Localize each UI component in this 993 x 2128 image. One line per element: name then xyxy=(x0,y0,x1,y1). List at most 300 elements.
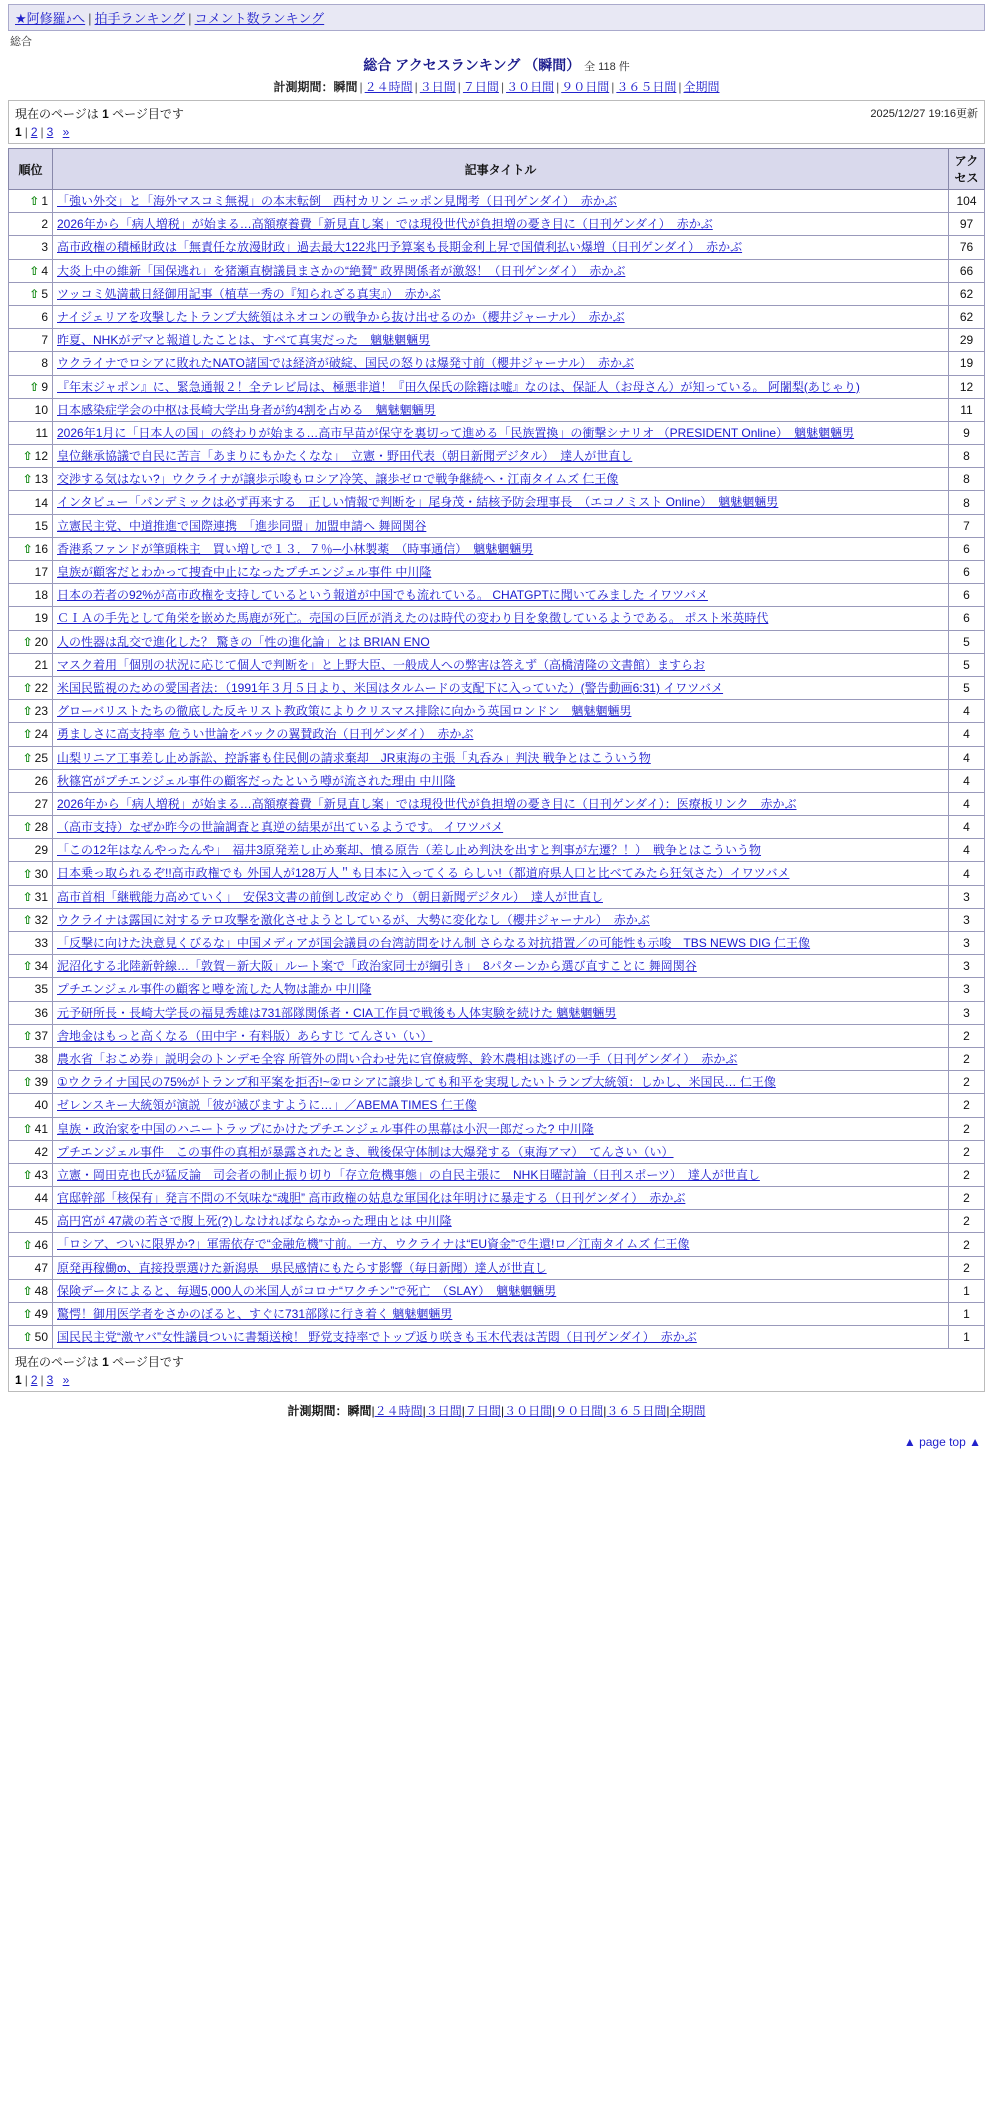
period-24h-bottom[interactable]: ２４時間 xyxy=(374,1404,423,1419)
current-page-pre: 現在のページは xyxy=(15,107,99,121)
rank-number: 7 xyxy=(41,333,48,348)
rank-number-cell xyxy=(9,514,53,537)
table-row xyxy=(9,1187,985,1210)
access-count-cell: 2 xyxy=(949,1047,985,1070)
access-count-cell: 2 xyxy=(949,1233,985,1256)
rank-number-cell xyxy=(9,885,53,908)
page-root xyxy=(0,4,993,1449)
rank-number: 17 xyxy=(34,565,48,580)
rank-number: 48 xyxy=(34,1283,48,1298)
article-title-link[interactable]: ウクライナは露国に対するテロ攻撃を激化させようとしているが、大勢に変化なし（櫻井ジャーナル） 赤かぶ xyxy=(57,912,650,927)
rank-number: 31 xyxy=(34,889,48,904)
rank-up-arrow-icon: ⇧ xyxy=(22,1237,33,1252)
period-sep-t6: | xyxy=(678,80,682,94)
article-title-link[interactable]: 皇族・政治家を中国のハニートラップにかけたプチエンジェル事件の黒幕は小沢一郎だった? 中川隆 xyxy=(57,1121,594,1136)
access-count-cell: 3 xyxy=(949,908,985,931)
table-row xyxy=(9,1024,985,1047)
article-title-cell xyxy=(53,1303,949,1326)
rank-up-arrow-icon: ⇧ xyxy=(22,704,33,719)
table-row xyxy=(9,1233,985,1256)
rank-up-arrow-icon: ⇧ xyxy=(22,1307,33,1322)
article-title-link[interactable]: 米国民監視のための愛国者法：（1991年３月５日より、米国はタルムードの支配下に入っていた）(警告動画6:31) イワツバメ xyxy=(57,680,724,695)
rank-up-arrow-icon: ⇧ xyxy=(29,286,40,301)
article-title-cell xyxy=(53,537,949,560)
article-title-cell xyxy=(53,792,949,815)
rank-number: 11 xyxy=(35,425,48,440)
access-count-cell: 7 xyxy=(949,514,985,537)
rank-number: 12 xyxy=(34,449,48,464)
period-365d-top[interactable]: ３６５日間 xyxy=(616,80,677,94)
article-title-link[interactable]: ①ウクライナ国民の75%がトランプ和平案を拒否!~②ロシアに譲歩しても和平を実現したいトランプ大統領：しかし、米国民… 仁王像 xyxy=(57,1075,776,1090)
access-count-cell: 2 xyxy=(949,1163,985,1186)
rank-number: 22 xyxy=(34,681,48,696)
rank-number: 18 xyxy=(34,588,48,603)
last-updated: 2025/12/27 19:16更新 xyxy=(870,108,978,120)
article-title-link[interactable]: インタビュー「パンデミックは必ず再来する 正しい情報で判断を」尾身茂・結核予防会理事長 （エコノミスト Online） 魑魅魍魎男 xyxy=(57,495,779,510)
rank-up-arrow-icon: ⇧ xyxy=(22,866,33,881)
table-row xyxy=(9,978,985,1001)
article-title-link[interactable]: 大炎上中の維新「国保逃れ」を猪瀬直樹議員まさかの“絶賛” 政界関係者が激怒！（日刊ゲンダイ） 赤かぶ xyxy=(57,263,626,278)
rank-number: 32 xyxy=(34,912,48,927)
article-title-cell xyxy=(53,746,949,769)
table-row xyxy=(9,1279,985,1302)
rank-number: 27 xyxy=(34,796,48,811)
article-title-link[interactable]: 立憲民主党、中道推進で国際連携 「進歩同盟」加盟申請へ 舞岡関谷 xyxy=(57,518,427,533)
article-title-cell xyxy=(53,491,949,514)
period-selector-top xyxy=(8,78,985,95)
rank-number: 50 xyxy=(34,1330,48,1345)
article-title-link[interactable]: 昨夏、NHKがデマと報道したことは、すべて真実だった 魑魅魍魎男 xyxy=(57,333,431,348)
rank-number-cell xyxy=(9,816,53,839)
access-count-cell: 97 xyxy=(949,213,985,236)
access-count-cell: 104 xyxy=(949,190,985,213)
page-next-link-top[interactable]: » xyxy=(62,125,70,139)
rank-up-arrow-icon: ⇧ xyxy=(22,1028,33,1043)
table-row xyxy=(9,421,985,444)
rank-number-cell xyxy=(9,491,53,514)
article-title-cell xyxy=(53,305,949,328)
period-sep-t0: | xyxy=(359,80,363,94)
article-title-cell xyxy=(53,908,949,931)
article-title-link[interactable]: 「反撃に向けた決意見くびるな」中国メディアが国会議員の台湾訪問をけん制 さらなる対抗措置／の可能性も示唆 TBS NEWS DIG 仁王像 xyxy=(57,936,811,950)
rank-number-cell xyxy=(9,282,53,305)
rank-number-cell xyxy=(9,1326,53,1349)
access-count-cell: 11 xyxy=(949,398,985,421)
footer-current-page-pre: 現在のページは xyxy=(15,1355,99,1370)
rank-number: 13 xyxy=(34,472,48,487)
rank-up-arrow-icon: ⇧ xyxy=(22,449,33,464)
rank-number-cell xyxy=(9,561,53,584)
period-current-top: 瞬間 xyxy=(333,80,358,94)
article-title-cell xyxy=(53,1163,949,1186)
rank-number: 20 xyxy=(34,634,48,649)
nav-link-clap-ranking[interactable]: 拍手ランキング xyxy=(94,11,186,26)
table-row xyxy=(9,746,985,769)
access-count-cell: 12 xyxy=(949,375,985,398)
article-title-cell xyxy=(53,1326,949,1349)
access-count-cell: 2 xyxy=(949,1140,985,1163)
column-header-access: アクセス xyxy=(949,149,985,190)
table-row xyxy=(9,375,985,398)
article-title-link[interactable]: ゼレンスキー大統領が演説「彼が滅びますように…」／ABEMA TIMES 仁王像 xyxy=(57,1098,477,1113)
nav-link-comment-ranking[interactable]: コメント数ランキング xyxy=(194,11,325,26)
period-sep-b0: | xyxy=(371,1404,375,1419)
table-row xyxy=(9,1210,985,1233)
column-header-rank: 順位 xyxy=(9,149,53,190)
article-title-link[interactable]: プチエンジェル事件 この事件の真相が暴露されたとき、戦後保守体制は大爆発する（東海アマ） てんさい（い） xyxy=(57,1144,674,1159)
rank-number: 19 xyxy=(34,611,48,626)
article-title-link[interactable]: 「ロシア、ついに限界か?」軍需依存で“金融危機”寸前。一方、ウクライナは“EU資金”で生還!ロ／江南タイムズ 仁王像 xyxy=(57,1237,690,1252)
article-title-link[interactable]: 泥沼化する北陸新幹線…「敦賀－新大阪」ルート案で「政治家同士が綱引き」 8パターンから選び直すことに 舞岡関谷 xyxy=(57,959,697,974)
period-365d-bottom[interactable]: ３６５日間 xyxy=(606,1404,667,1419)
access-count-cell: 3 xyxy=(949,978,985,1001)
access-count-cell: 1 xyxy=(949,1326,985,1349)
current-page-number: 1 xyxy=(102,107,109,121)
access-count-cell: 4 xyxy=(949,862,985,885)
period-30d-bottom[interactable]: ３０日間 xyxy=(504,1404,553,1419)
rank-number-cell xyxy=(9,1001,53,1024)
rank-up-arrow-icon: ⇧ xyxy=(22,1075,33,1090)
rank-number: 41 xyxy=(34,1121,48,1136)
access-count-cell: 2 xyxy=(949,1256,985,1279)
article-title-cell xyxy=(53,236,949,259)
rank-number-cell xyxy=(9,607,53,630)
table-row xyxy=(9,955,985,978)
rank-number: 23 xyxy=(34,704,48,719)
article-title-cell xyxy=(53,421,949,444)
access-count-cell: 1 xyxy=(949,1279,985,1302)
table-row xyxy=(9,491,985,514)
access-count-cell: 2 xyxy=(949,1117,985,1140)
rank-number: 24 xyxy=(34,727,48,742)
page-top-link[interactable]: ▲ page top ▲ xyxy=(903,1435,981,1450)
rank-number: 1 xyxy=(41,194,48,209)
article-title-link[interactable]: 2026年から「病人増税」が始まる…高額療養費「新見直し案」では現役世代が負担増の憂き目に（日刊ゲンダイ）：医療板リンク 赤かぶ xyxy=(57,796,797,811)
rank-number: 44 xyxy=(34,1191,48,1206)
table-row xyxy=(9,653,985,676)
access-count-cell: 4 xyxy=(949,816,985,839)
article-title-link[interactable]: 日本乗っ取られるぞ!!高市政権でも 外国人が128万人＂も日本に入ってくる らしい!（都道府県人口と比べてみたら狂気さた）イワツバメ xyxy=(57,866,790,881)
rank-number: 35 xyxy=(34,982,48,997)
page-2-link-bottom[interactable]: 2 xyxy=(30,1373,38,1388)
article-title-link[interactable]: 2026年から「病人増税」が始まる…高額療養費「新見直し案」では現役世代が負担増の憂き目に（日刊ゲンダイ） 赤かぶ xyxy=(57,217,713,232)
article-title-cell xyxy=(53,190,949,213)
rank-up-arrow-icon: ⇧ xyxy=(22,681,33,696)
rank-up-arrow-icon: ⇧ xyxy=(22,889,33,904)
access-count-cell: 2 xyxy=(949,1071,985,1094)
page-sep-b3 xyxy=(53,1373,62,1387)
article-title-link[interactable]: 官邸幹部「核保有」発言不問の不気味な“魂胆” 高市政権の姑息な軍国化は年明けに暴走する（日刊ゲンダイ） 赤かぶ xyxy=(57,1191,686,1206)
article-title-link[interactable]: 高市首相「継戦能力高めていく」 安保3文書の前倒し改定めぐり（朝日新聞デジタル） 達人が世直し xyxy=(57,889,603,904)
table-row xyxy=(9,1303,985,1326)
period-selector-bottom xyxy=(8,1402,985,1419)
period-sep-t5: | xyxy=(611,80,615,94)
rank-up-arrow-icon: ⇧ xyxy=(22,1283,33,1298)
page-title xyxy=(8,55,985,75)
article-title-cell xyxy=(53,978,949,1001)
article-title-link[interactable]: ＣＩＡの手先として角栄を嵌めた馬鹿が死亡。売国の巨匠が消えたのは時代の変わり目を象徴しているようである。 ポスト米英時代 xyxy=(57,611,769,626)
table-row xyxy=(9,908,985,931)
period-30d-top[interactable]: ３０日間 xyxy=(506,80,555,94)
article-title-cell xyxy=(53,259,949,282)
rank-number: 42 xyxy=(34,1144,48,1159)
article-title-link[interactable]: 『年末ジャポン』に、緊急通報２！全テレビ局は、極悪非道！『田久保氏の除籍は嘘』なのは、保証人（お母さん）が知っている。 阿闍梨(あじゃり) xyxy=(57,379,860,394)
article-title-link[interactable]: 交渉する気はない?」ウクライナが譲歩示唆もロシア冷笑、譲歩ゼロで戦争継続へ・江南タイムズ 仁王像 xyxy=(57,472,619,487)
rank-number-cell xyxy=(9,676,53,699)
article-title-cell xyxy=(53,1279,949,1302)
table-row xyxy=(9,190,985,213)
period-sep-b1: | xyxy=(422,1404,426,1419)
page-2-link-top[interactable]: 2 xyxy=(30,125,38,139)
table-row xyxy=(9,584,985,607)
rank-number-cell xyxy=(9,1071,53,1094)
pagination-top xyxy=(15,125,978,139)
access-count-cell: 4 xyxy=(949,723,985,746)
column-header-title: 記事タイトル xyxy=(53,149,949,190)
table-row xyxy=(9,213,985,236)
rank-number-cell xyxy=(9,978,53,1001)
access-count-cell: 5 xyxy=(949,630,985,653)
page-top-link-container xyxy=(8,1435,981,1449)
footer-current-page-post: ページ目です xyxy=(112,1355,184,1370)
article-title-link[interactable]: 日本感染症学会の中枢は長崎大学出身者が約4割を占める 魑魅魍魎男 xyxy=(57,402,436,417)
access-count-cell: 4 xyxy=(949,839,985,862)
rank-number-cell xyxy=(9,723,53,746)
article-title-link[interactable]: 高市政権の積極財政は「無責任な放漫財政」過去最大122兆円予算案も長期金利上昇で国債利払い爆増（日刊ゲンダイ） 赤かぶ xyxy=(57,240,743,255)
article-title-link[interactable]: プチエンジェル事件の顧客と噂を流した人物は誰か 中川隆 xyxy=(57,982,372,997)
article-title-cell xyxy=(53,213,949,236)
article-title-link[interactable]: 保険データによると、毎週5,000人の米国人がコロナ“ワクチン”で死亡 （SLAY） 魑魅魍魎男 xyxy=(57,1283,557,1298)
rank-number-cell xyxy=(9,259,53,282)
article-title-link[interactable]: 勇ましさに高支持率 危うい世論をバックの翼賛政治（日刊ゲンダイ） 赤かぶ xyxy=(57,727,474,742)
period-sep-t4: | xyxy=(556,80,560,94)
rank-number-cell xyxy=(9,908,53,931)
period-all-bottom[interactable]: 全期間 xyxy=(669,1404,706,1419)
page-sep-t1: | xyxy=(24,125,28,139)
page-sep-t3 xyxy=(53,125,62,139)
access-count-cell: 8 xyxy=(949,468,985,491)
article-title-link[interactable]: 2026年1月に「日本人の国」の終わりが始まる…高市早苗が保守を裏切って進める「民族置換」の衝撃シナリオ （PRESIDENT Online） 魑魅魍魎男 xyxy=(57,425,855,440)
access-count-cell: 5 xyxy=(949,653,985,676)
rank-number: 38 xyxy=(34,1052,48,1067)
rank-number: 26 xyxy=(34,773,48,788)
rank-number-cell xyxy=(9,700,53,723)
rank-up-arrow-icon: ⇧ xyxy=(22,1121,33,1136)
article-title-link[interactable]: 山梨リニア工事差し止め訴訟、控訴審も住民側の請求棄却 JR東海の主張「丸呑み」判決 戦争とはこういう物 xyxy=(57,750,651,765)
rank-number: 37 xyxy=(34,1028,48,1043)
article-title-cell xyxy=(53,932,949,955)
table-row xyxy=(9,561,985,584)
rank-number-cell xyxy=(9,862,53,885)
access-count-cell: 62 xyxy=(949,282,985,305)
article-title-link[interactable]: 皇族が顧客だとわかって捜査中止になったプチエンジェル事件 中川隆 xyxy=(57,565,432,579)
access-count-cell: 8 xyxy=(949,445,985,468)
rank-number-cell xyxy=(9,305,53,328)
access-count-cell: 4 xyxy=(949,769,985,792)
article-title-cell xyxy=(53,329,949,352)
footer-current-page-number: 1 xyxy=(102,1355,109,1370)
period-sep-b4: | xyxy=(552,1404,556,1419)
table-row xyxy=(9,792,985,815)
rank-number-cell xyxy=(9,190,53,213)
access-count-cell: 2 xyxy=(949,1187,985,1210)
article-title-link[interactable]: 秋篠宮がプチエンジェル事件の顧客だったという噂が流された理由 中川隆 xyxy=(57,773,456,788)
breadcrumb: 総合 xyxy=(10,36,32,48)
rank-number: 30 xyxy=(34,866,48,881)
rank-number-cell xyxy=(9,352,53,375)
table-row xyxy=(9,630,985,653)
article-title-cell xyxy=(53,607,949,630)
rank-number-cell xyxy=(9,468,53,491)
article-title-link[interactable]: ウクライナでロシアに敗れたNATO諸国では経済が破綻、国民の怒りは爆発寸前（櫻井ジャーナル） 赤かぶ xyxy=(57,356,635,371)
access-count-cell: 62 xyxy=(949,305,985,328)
table-row xyxy=(9,839,985,862)
table-row xyxy=(9,932,985,955)
rank-number-cell xyxy=(9,236,53,259)
article-title-cell xyxy=(53,1024,949,1047)
ranking-table-body xyxy=(9,190,985,1349)
article-title-cell xyxy=(53,1071,949,1094)
article-title-link[interactable]: グローバリストたちの徹底した反キリスト教政策によりクリスマス排除に向かう英国ロンドン 魑魅魍魎男 xyxy=(57,704,632,719)
access-count-cell: 2 xyxy=(949,1024,985,1047)
article-title-cell xyxy=(53,885,949,908)
article-title-cell xyxy=(53,375,949,398)
period-3d-bottom[interactable]: ３日間 xyxy=(425,1404,462,1419)
article-title-link[interactable]: 立憲・岡田克也氏が猛反論 司会者の制止振り切り「存立危機事態」の自民主張に NHK日曜討論（日刊スポーツ） 達人が世直し xyxy=(57,1167,760,1182)
rank-up-arrow-icon: ⇧ xyxy=(22,750,33,765)
table-row xyxy=(9,1071,985,1094)
rank-number: 25 xyxy=(34,750,48,765)
table-row xyxy=(9,352,985,375)
rank-number: 43 xyxy=(34,1167,48,1182)
rank-number-cell xyxy=(9,1163,53,1186)
article-title-link[interactable]: （高市支持）なぜか昨今の世論調査と真逆の結果が出ているようです。 イワツバメ xyxy=(57,820,504,835)
article-title-link[interactable]: 農水省「おこめ券」説明会のトンデモ全容 所管外の問い合わせ先に官僚疲弊、鈴木農相は逃げの一手（日刊ゲンダイ） 赤かぶ xyxy=(57,1051,738,1066)
period-90d-bottom[interactable]: ９０日間 xyxy=(555,1404,604,1419)
rank-number-cell xyxy=(9,329,53,352)
article-title-cell xyxy=(53,584,949,607)
access-count-cell: 6 xyxy=(949,561,985,584)
article-title-link[interactable]: ツッコミ処満載日経御用記事（植草一秀の『知られざる真実』） 赤かぶ xyxy=(57,286,441,301)
rank-up-arrow-icon: ⇧ xyxy=(22,634,33,649)
table-row xyxy=(9,1326,985,1349)
rank-number-cell xyxy=(9,1117,53,1140)
period-90d-top[interactable]: ９０日間 xyxy=(561,80,610,94)
page-3-link-top[interactable]: 3 xyxy=(46,125,54,139)
article-title-link[interactable]: ナイジェリアを攻撃したトランプ大統領はネオコンの戦争から抜け出せるのか（櫻井ジャーナル） 赤かぶ xyxy=(57,309,625,324)
rank-up-arrow-icon: ⇧ xyxy=(22,820,33,835)
article-title-link[interactable]: 「この12年はなんやったんや」 福井3原発差し止め棄却、憤る原告（差し止め判決を出すと判事が左遷？！） 戦争とはこういう物 xyxy=(57,843,762,858)
page-sep-t2: | xyxy=(40,125,44,139)
page-next-link-bottom[interactable]: » xyxy=(62,1373,70,1388)
period-all-top[interactable]: 全期間 xyxy=(683,80,720,94)
table-row xyxy=(9,607,985,630)
article-title-link[interactable]: 驚愕！御用医学者をさかのぼると、すぐに731部隊に行き着く 魑魅魍魎男 xyxy=(57,1307,453,1321)
article-title-link[interactable]: 舎地金はもっと高くなる（田中宇・有料版）あらすじ てんさい（い） xyxy=(57,1028,433,1043)
table-row xyxy=(9,259,985,282)
table-row xyxy=(9,676,985,699)
rank-number-cell xyxy=(9,375,53,398)
article-title-link[interactable]: 高円宮が 47歳の若さで腹上死(?)しなければならなかった理由とは 中川隆 xyxy=(57,1214,452,1229)
rank-number-cell xyxy=(9,445,53,468)
article-title-link[interactable]: 「強い外交」と「海外マスコミ無視」の本末転倒 西村カリン ニッポン見聞考（日刊ゲンダイ） 赤かぶ xyxy=(57,194,617,208)
article-title-link[interactable]: 皇位継承協議で自民に苦言「あまりにもかたくなな」 立憲・野田代表（朝日新聞デジタル） 達人が世直し xyxy=(57,449,633,464)
rank-number-cell xyxy=(9,955,53,978)
article-title-link[interactable]: 日本の若者の92%が高市政権を支持しているという報道が中国でも流れている。 CHATGPTに聞いてみました イワツバメ xyxy=(57,588,708,603)
article-title-link[interactable]: 人の性器は乱交で進化した？ 驚きの「性の進化論」とは BRIAN ENO xyxy=(57,634,430,649)
rank-number: 21 xyxy=(34,657,48,672)
nav-link-asyura[interactable]: ★阿修羅♪へ xyxy=(15,11,86,26)
rank-number-cell xyxy=(9,1024,53,1047)
period-sep-t2: | xyxy=(457,80,461,94)
current-page-post: ページ目です xyxy=(112,107,184,121)
table-row xyxy=(9,816,985,839)
rank-number-cell xyxy=(9,630,53,653)
access-count-cell: 3 xyxy=(949,932,985,955)
article-title-link[interactable]: マスク着用「個別の状況に応じて個人で判断を」と上野大臣、一般成人への弊害は答えず（高橋清隆の文書館）ますらお xyxy=(57,657,706,672)
article-title-cell xyxy=(53,839,949,862)
access-count-cell: 2 xyxy=(949,1094,985,1117)
rank-number: 5 xyxy=(41,286,48,301)
article-title-cell xyxy=(53,1233,949,1256)
ranking-table xyxy=(8,148,985,1349)
period-7d-bottom[interactable]: ７日間 xyxy=(464,1404,501,1419)
period-sep-t1: | xyxy=(414,80,418,94)
page-3-link-bottom[interactable]: 3 xyxy=(46,1373,54,1388)
table-row xyxy=(9,1001,985,1024)
table-row xyxy=(9,537,985,560)
rank-up-arrow-icon: ⇧ xyxy=(22,912,33,927)
period-7d-top[interactable]: ７日間 xyxy=(462,80,499,94)
rank-number-cell xyxy=(9,584,53,607)
rank-number: 16 xyxy=(34,541,48,556)
table-row xyxy=(9,329,985,352)
rank-number: 47 xyxy=(34,1260,48,1275)
rank-number: 36 xyxy=(34,1005,48,1020)
rank-up-arrow-icon: ⇧ xyxy=(22,472,33,487)
period-3d-top[interactable]: ３日間 xyxy=(419,80,456,94)
rank-number: 2 xyxy=(41,217,48,232)
article-title-link[interactable]: 元予研所長・長崎大学長の福見秀雄は731部隊関係者・CIA工作員で戦後も人体実験を続けた 魑魅魍魎男 xyxy=(57,1005,617,1020)
article-title-link[interactable]: 香港系ファンドが筆頭株主 買い増しで１３．７％─小林製薬 （時事通信） 魑魅魍魎男 xyxy=(57,541,534,556)
access-count-cell: 66 xyxy=(949,259,985,282)
rank-number-cell xyxy=(9,1210,53,1233)
rank-number-cell xyxy=(9,213,53,236)
page-1-current-bottom: 1 xyxy=(15,1373,22,1388)
article-title-cell xyxy=(53,282,949,305)
access-count-cell: 5 xyxy=(949,676,985,699)
table-row xyxy=(9,885,985,908)
table-row xyxy=(9,862,985,885)
rank-number: 34 xyxy=(34,959,48,974)
article-title-cell xyxy=(53,561,949,584)
table-row xyxy=(9,398,985,421)
page-sep-b1: | xyxy=(24,1373,28,1388)
table-row xyxy=(9,1047,985,1070)
rank-up-arrow-icon: ⇧ xyxy=(22,1167,33,1182)
period-label-bottom: 計測期間： xyxy=(287,1404,348,1419)
rank-number-cell xyxy=(9,1094,53,1117)
period-24h-top[interactable]: ２４時間 xyxy=(364,80,413,94)
access-count-cell: 4 xyxy=(949,746,985,769)
article-title-link[interactable]: 国民民主党“激ヤバ”女性議員ついに書類送検！ 野党支持率でトップ返り咲きも玉木代表は苦悶（日刊ゲンダイ） 赤かぶ xyxy=(57,1330,697,1345)
rank-up-arrow-icon: ⇧ xyxy=(22,541,33,556)
article-title-cell xyxy=(53,769,949,792)
rank-up-arrow-icon: ⇧ xyxy=(22,1330,33,1345)
article-title-link[interactable]: 原発再稼働თ、直接投票選けた新潟県 県民感情にもたらす影響（毎日新聞）達人が世直し xyxy=(57,1260,547,1275)
article-title-cell xyxy=(53,816,949,839)
access-count-cell: 3 xyxy=(949,955,985,978)
